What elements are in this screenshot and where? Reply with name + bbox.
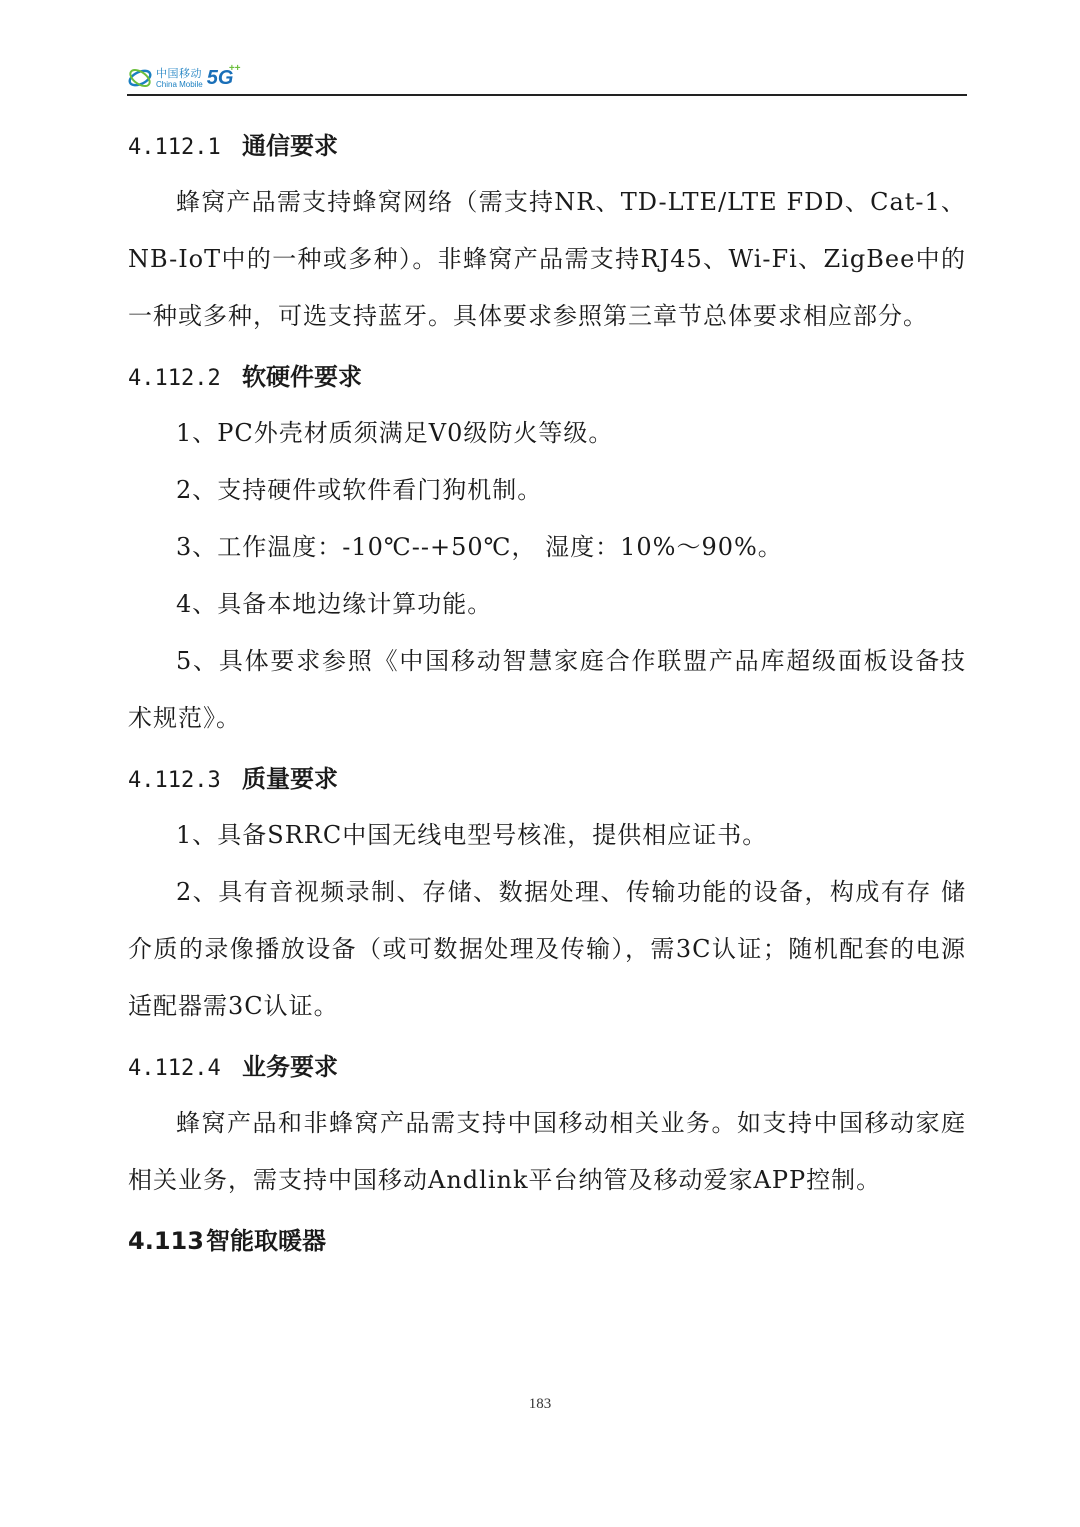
section-number: 4.112.2 — [128, 366, 221, 391]
list-item: 1、具备SRRC中国无线电型号核准，提供相应证书。 — [176, 821, 768, 849]
china-mobile-logo-icon — [127, 65, 153, 91]
logo-chinese-text: 中国移动 — [156, 66, 202, 80]
list-item: 4、具备本地边缘计算功能。 — [176, 590, 493, 618]
china-mobile-logo — [127, 62, 241, 94]
list-item: 2、具有音视频录制、存储、数据处理、传输功能的设备，构成有存 储介质的录像播放设备（或可数据处理及传输），需3C认证；随机配套的电源适配器需3C认证。 — [128, 878, 966, 1020]
page-header — [127, 58, 967, 98]
section-title: 业务要求 — [242, 1053, 338, 1081]
header-divider — [127, 94, 967, 96]
section-title: 质量要求 — [242, 765, 338, 793]
logo-plus-text: ++ — [228, 62, 241, 74]
section-heading — [128, 1039, 966, 1095]
list-item: 1、PC外壳材质须满足V0级防火等级。 — [176, 419, 614, 447]
section-heading — [128, 118, 966, 174]
section-number: 4.112.4 — [128, 1056, 221, 1081]
chapter-heading — [128, 1213, 966, 1269]
body-paragraph: 蜂窝产品和非蜂窝产品需支持中国移动相关业务。如支持中国移动家庭相关业务，需支持中国移动Andlink平台纳管及移动爱家APP控制。 — [128, 1109, 966, 1194]
list-item: 3、工作温度：-10℃--+50℃， 湿度：10%～90%。 — [176, 533, 783, 561]
list-item: 2、支持硬件或软件看门狗机制。 — [176, 476, 543, 504]
logo-english-text: China Mobile — [156, 79, 203, 89]
section-number: 4.112.1 — [128, 135, 221, 160]
list-item: 5、具体要求参照《中国移动智慧家庭合作联盟产品库超级面板设备技术规范》。 — [128, 647, 966, 732]
section-number: 4.112.3 — [128, 768, 221, 793]
document-body — [128, 118, 966, 1269]
chapter-number: 4.113 — [128, 1227, 204, 1255]
page-number: 183 — [528, 1396, 552, 1412]
body-paragraph: 蜂窝产品需支持蜂窝网络（需支持NR、TD-LTE/LTE FDD、Cat-1、NB-IoT中的一种或多种）。非蜂窝产品需支持RJ45、Wi-Fi、ZigBee中的一种或多种，可选支持蓝牙。具体要求参照第三章节总体要求相应部分。 — [128, 188, 966, 330]
section-title: 通信要求 — [242, 132, 338, 160]
section-title: 软硬件要求 — [242, 363, 362, 391]
section-heading — [128, 751, 966, 807]
section-heading — [128, 349, 966, 405]
logo-5g-text: 5G — [206, 66, 234, 89]
logo-5g-mark — [206, 62, 241, 90]
chapter-title: 智能取暖器 — [206, 1227, 326, 1255]
